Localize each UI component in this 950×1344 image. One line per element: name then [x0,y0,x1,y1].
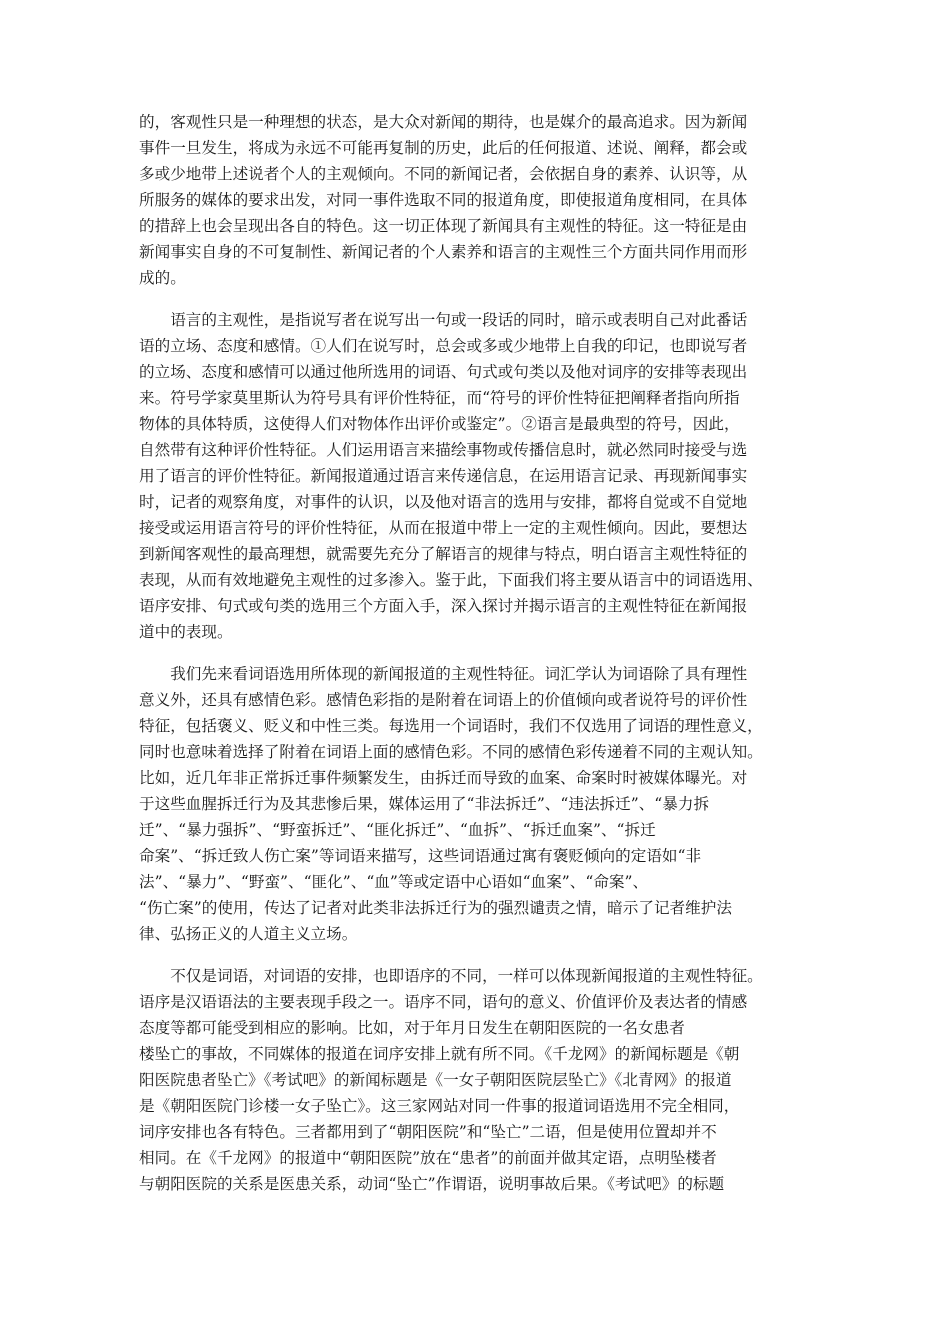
text-line: 比如，近几年非正常拆迁事件频繁发生，由拆迁而导致的血案、命案时时被媒体曝光。对 [139,769,748,787]
text-line: 命案”、“拆迁致人伤亡案”等词语来描写，这些词语通过寓有褒贬倾向的定语如“非 [139,847,702,865]
text-line: 用了语言的评价性特征。新闻报道通过语言来传递信息，在运用语言记录、再现新闻事实 [139,467,748,485]
text-line: 于这些血腥拆迁行为及其悲惨后果，媒体运用了“非法拆迁”、“违法拆迁”、“暴力拆 [139,795,710,813]
text-line: 律、弘扬正义的人道主义立场。 [139,925,358,943]
text-line: 成的。 [139,269,186,287]
text-line: 语序是汉语语法的主要表现手段之一。语序不同，语句的意义、价值评价及表达者的情感 [139,993,748,1011]
text-line: 是《朝阳医院门诊楼一女子坠亡》。这三家网站对同一件事的报道词语选用不完全相同， [139,1097,740,1115]
text-line: 的立场、态度和感情可以通过他所选用的词语、句式或句类以及他对词序的安排等表现出 [139,363,748,381]
text-line: 表现，从而有效地避免主观性的过多渗入。鉴于此，下面我们将主要从语言中的词语选用、 [139,571,763,589]
text-line: 词序安排也各有特色。三者都用到了“朝阳医院”和“坠亡”二语，但是使用位置却并不 [139,1123,717,1141]
text-line: “伤亡案”的使用，传达了记者对此类非法拆迁行为的强烈谴责之情，暗示了记者维护法 [139,899,732,917]
text-line: 我们先来看词语选用所体现的新闻报道的主观性特征。词汇学认为词语除了具有理性 [139,665,748,683]
paragraph [139,109,824,291]
text-line: 特征，包括褒义、贬义和中性三类。每选用一个词语时，我们不仅选用了词语的理性意义， [139,717,763,735]
text-line: 的，客观性只是一种理想的状态，是大众对新闻的期待，也是媒介的最高追求。因为新闻 [139,113,748,131]
text-line: 到新闻客观性的最高理想，就需要先充分了解语言的规律与特点，明白语言主观性特征的 [139,545,748,563]
text-line: 来。符号学家莫里斯认为符号具有评价性特征，而“符号的评价性特征把阐释者指向所指 [139,389,740,407]
paragraph [139,963,824,1197]
text-line: 语的立场、态度和感情。①人们在说写时，总会或多或少地带上自我的印记，也即说写者 [139,337,748,355]
text-line: 意义外，还具有感情色彩。感情色彩指的是附着在词语上的价值倾向或者说符号的评价性 [139,691,748,709]
paragraph [139,661,824,947]
text-line: 阳医院患者坠亡》《考试吧》的新闻标题是《一女子朝阳医院层坠亡》《北青网》的报道 [139,1071,732,1089]
text-line: 语言的主观性，是指说写者在说写出一句或一段话的同时，暗示或表明自己对此番话 [139,311,748,329]
text-line: 相同。在《千龙网》的报道中“朝阳医院”放在“患者”的前面并做其定语，点明坠楼者 [139,1149,717,1167]
text-line: 物体的具体特质，这使得人们对物体作出评价或鉴定”。②语言是最典型的符号，因此， [139,415,740,433]
text-line: 事件一旦发生，将成为永远不可能再复制的历史，此后的任何报道、述说、阐释，都会或 [139,139,748,157]
text-line: 楼坠亡的事故，不同媒体的报道在词序安排上就有所不同。《千龙网》的新闻标题是《朝 [139,1045,740,1063]
paragraph-gap [139,291,824,307]
text-line: 多或少地带上述说者个人的主观倾向。不同的新闻记者，会依据自身的素养、认识等，从 [139,165,748,183]
paragraph [139,307,824,645]
text-line: 的措辞上也会呈现出各自的特色。这一切正体现了新闻具有主观性的特征。这一特征是由 [139,217,748,235]
text-line: 时，记者的观察角度，对事件的认识，以及他对语言的选用与安排，都将自觉或不自觉地 [139,493,748,511]
text-line: 不仅是词语，对词语的安排，也即语序的不同，一样可以体现新闻报道的主观性特征。 [139,967,763,985]
text-line: 新闻事实自身的不可复制性、新闻记者的个人素养和语言的主观性三个方面共同作用而形 [139,243,748,261]
text-line: 所服务的媒体的要求出发，对同一事件选取不同的报道角度，即使报道角度相同，在具体 [139,191,748,209]
text-line: 迁”、“暴力强拆”、“野蛮拆迁”、“匪化拆迁”、“血拆”、“拆迁血案”、“拆迁 [139,821,656,839]
text-line: 自然带有这种评价性特征。人们运用语言来描绘事物或传播信息时，就必然同时接受与选 [139,441,748,459]
document-body [139,109,824,1197]
text-line: 同时也意味着选择了附着在词语上面的感情色彩。不同的感情色彩传递着不同的主观认知。 [139,743,763,761]
paragraph-gap [139,947,824,963]
text-line: 态度等都可能受到相应的影响。比如，对于年月日发生在朝阳医院的一名女患者 [139,1019,685,1037]
text-line: 语序安排、句式或句类的选用三个方面入手，深入探讨并揭示语言的主观性特征在新闻报 [139,597,748,615]
text-line: 法”、“暴力”、“野蛮”、“匪化”、“血”等或定语中心语如“血案”、“命案”、 [139,873,649,891]
text-line: 与朝阳医院的关系是医患关系，动词“坠亡”作谓语，说明事故后果。《考试吧》的标题 [139,1175,725,1193]
paragraph-gap [139,645,824,661]
text-line: 接受或运用语言符号的评价性特征，从而在报道中带上一定的主观性倾向。因此，要想达 [139,519,748,537]
text-line: 道中的表现。 [139,623,233,641]
